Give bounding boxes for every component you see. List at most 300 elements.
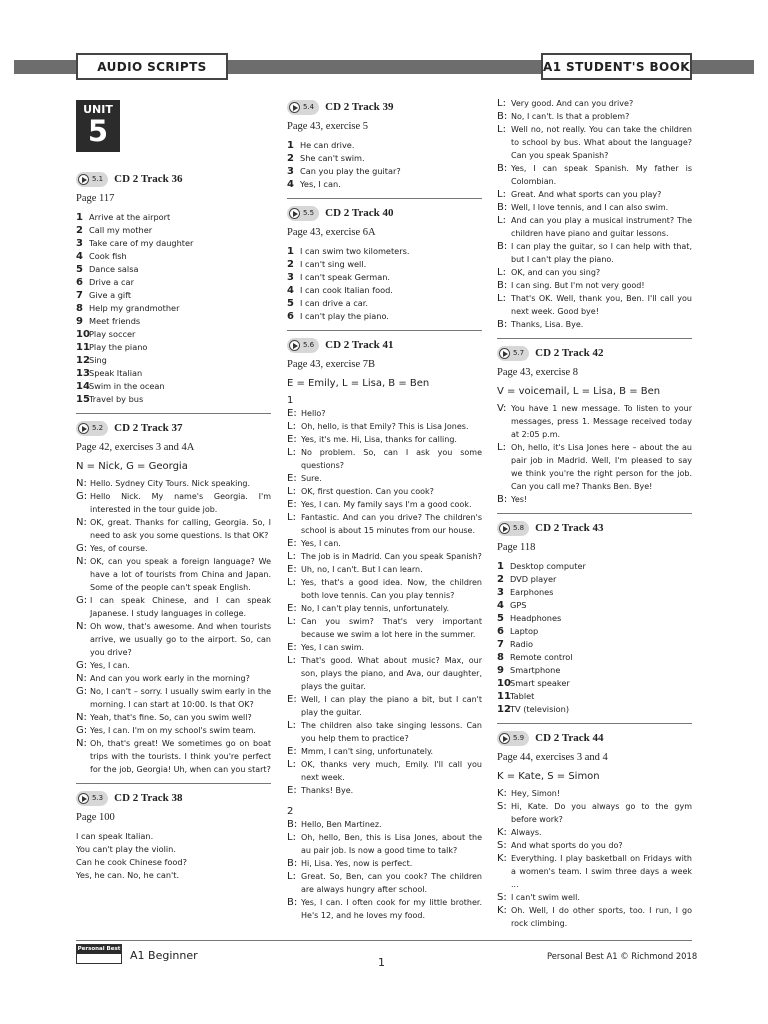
line-text: The job is in Madrid. Can you speak Spanish? <box>301 552 482 561</box>
divider <box>287 198 482 199</box>
item-text: Call my mother <box>89 225 153 235</box>
speaker-label: G: <box>76 491 88 502</box>
page-reference: Page 43, exercise 5 <box>287 121 369 132</box>
item-number: 3 <box>287 272 294 283</box>
item-number: 3 <box>76 238 83 249</box>
dialogue-line <box>287 654 482 693</box>
item-text: Smartphone <box>510 665 561 675</box>
list-item <box>287 245 482 258</box>
speaker-label: B: <box>497 163 508 174</box>
line-text: No, I can't. Is that a problem? <box>511 112 630 121</box>
dialogue-line <box>287 420 482 433</box>
speaker-label: L: <box>287 871 296 882</box>
play-icon <box>499 523 510 534</box>
line-text: OK, can you speak a foreign language? We have a lot of tourists from China and Japan. Some of the people can't speak English. <box>90 557 271 592</box>
play-icon <box>289 208 300 219</box>
item-number: 1 <box>76 212 83 223</box>
line-text: Oh, that's great! We sometimes go on boat trips with the tourists. I think you're perfect for the job, Georgia! Uh, when can you start? <box>90 739 271 774</box>
dialogue-line <box>497 214 692 240</box>
dialogue-line <box>497 318 692 331</box>
list-item <box>287 139 482 152</box>
dialogue-line <box>287 857 482 870</box>
part-number: 1 <box>287 395 294 406</box>
unit-label: UNIT <box>83 103 113 116</box>
item-text: Smart speaker <box>510 678 570 688</box>
item-text: TV (television) <box>510 704 570 714</box>
dialogue-line <box>287 498 482 511</box>
speaker-label: B: <box>287 897 298 908</box>
divider <box>497 513 692 514</box>
speaker-label: G: <box>76 660 88 671</box>
list-item <box>497 612 692 625</box>
track-badge[interactable]: 5.9 <box>497 731 529 746</box>
item-text: Help my grandmother <box>89 303 180 313</box>
track-header <box>287 206 482 221</box>
item-number: 13 <box>76 368 90 379</box>
dialogue-line <box>287 870 482 896</box>
line-text: OK, and can you sing? <box>511 268 601 277</box>
plain-lines <box>76 830 271 882</box>
item-text: Play the piano <box>89 342 148 352</box>
page-reference: Page 100 <box>76 812 115 823</box>
list-item <box>497 651 692 664</box>
track-title: CD 2 Track 42 <box>535 347 604 359</box>
track-badge[interactable]: 5.4 <box>287 100 319 115</box>
line-text: Yes! <box>511 495 528 504</box>
dialogue-line <box>287 407 482 420</box>
header-audio-scripts: AUDIO SCRIPTS <box>76 53 228 80</box>
item-text: I can swim two kilometers. <box>300 246 410 256</box>
track-header <box>76 791 271 806</box>
script-line: Can he cook Chinese food? <box>76 857 187 867</box>
list-item <box>497 638 692 651</box>
dialogue-line <box>76 672 271 685</box>
list-item <box>497 573 692 586</box>
dialogue-line <box>287 615 482 641</box>
speaker-label: N: <box>76 673 87 684</box>
dialogue-line <box>497 266 692 279</box>
list-item <box>76 341 271 354</box>
dialogue-line <box>497 800 692 826</box>
item-text: Cook fish <box>89 251 127 261</box>
item-number: 2 <box>287 259 294 270</box>
speaker-label: L: <box>287 832 296 843</box>
speaker-label: S: <box>497 840 507 851</box>
speaker-key: V = voicemail, L = Lisa, B = Ben <box>497 386 661 397</box>
dialogue-line <box>76 555 271 594</box>
speaker-label: E: <box>287 746 297 757</box>
speaker-key: N = Nick, G = Georgia <box>76 461 188 472</box>
item-number: 14 <box>76 381 90 392</box>
dialogue-line <box>76 737 271 776</box>
list-item <box>76 276 271 289</box>
item-text: Speak Italian <box>89 368 143 378</box>
speaker-label: B: <box>497 202 508 213</box>
list-item <box>76 380 271 393</box>
line-text: Mmm, I can't sing, unfortunately. <box>301 747 434 756</box>
track-title: CD 2 Track 36 <box>114 173 183 185</box>
track-header <box>497 346 692 361</box>
item-number: 4 <box>76 251 83 262</box>
dialogue-line <box>287 745 482 758</box>
dialogue-line <box>497 839 692 852</box>
list-item <box>497 586 692 599</box>
line-text: Hey, Simon! <box>511 789 561 798</box>
speaker-label: B: <box>497 280 508 291</box>
line-text: You have 1 new message. To listen to your messages, press 1. Message received today at 2:05 p.m. <box>511 404 692 439</box>
page-number: 1 <box>378 956 385 969</box>
line-text: No problem. So, can I ask you some questions? <box>301 448 482 470</box>
item-number: 10 <box>497 678 511 689</box>
speaker-label: L: <box>497 124 506 135</box>
item-number: 11 <box>497 691 511 702</box>
item-text: Sing <box>89 355 107 365</box>
list-item <box>76 211 271 224</box>
play-icon <box>78 423 89 434</box>
item-text: DVD player <box>510 574 557 584</box>
item-number: 9 <box>497 665 504 676</box>
track-header <box>287 100 482 115</box>
item-text: He can drive. <box>300 140 355 150</box>
speaker-label: N: <box>76 738 87 749</box>
track-badge[interactable]: 5.6 <box>287 338 319 353</box>
item-text: Remote control <box>510 652 573 662</box>
dialogue-line <box>497 188 692 201</box>
column-3 <box>497 97 692 930</box>
line-text: That's good. What about music? Max, our son, plays the piano, and Ava, our daughter, plays the guitar. <box>301 656 482 691</box>
item-number: 1 <box>287 246 294 257</box>
item-number: 10 <box>76 329 90 340</box>
dialogue-line <box>497 787 692 800</box>
item-number: 6 <box>287 311 294 322</box>
line-text: OK, great. Thanks for calling, Georgia. So, I need to ask you some questions. Is that OK? <box>90 518 271 540</box>
item-number: 5 <box>76 264 83 275</box>
item-number: 1 <box>287 140 294 151</box>
item-text: Radio <box>510 639 534 649</box>
dialogue-line <box>76 542 271 555</box>
dialogue <box>287 407 482 797</box>
dialogue-line <box>287 896 482 922</box>
footer-level: A1 Beginner <box>130 949 198 962</box>
track-badge[interactable]: 5.3 <box>76 791 108 806</box>
column-2 <box>287 100 482 922</box>
item-number: 7 <box>497 639 504 650</box>
line-text: Fantastic. And can you drive? The children's school is about 15 minutes from our house. <box>301 513 482 535</box>
script-line: You can't play the violin. <box>76 844 176 854</box>
dialogue <box>76 477 271 776</box>
speaker-label: G: <box>76 686 88 697</box>
dialogue-line <box>76 620 271 659</box>
item-number: 11 <box>76 342 90 353</box>
dialogue-line <box>497 402 692 441</box>
line-text: OK, first question. Can you cook? <box>301 487 434 496</box>
item-text: Earphones <box>510 587 554 597</box>
line-text: Great. And what sports can you play? <box>511 190 662 199</box>
item-text: Arrive at the airport <box>89 212 171 222</box>
list-item <box>287 297 482 310</box>
item-number: 4 <box>497 600 504 611</box>
track-badge[interactable]: 5.5 <box>287 206 319 221</box>
list-item <box>76 289 271 302</box>
speaker-label: E: <box>287 785 297 796</box>
dialogue-line <box>287 563 482 576</box>
dialogue-line <box>76 685 271 711</box>
line-text: Yes, I can. <box>90 661 130 670</box>
line-text: Can you swim? That's very important because we swim a lot here in the summer. <box>301 617 482 639</box>
speaker-label: L: <box>287 421 296 432</box>
personal-best-logo <box>76 944 122 964</box>
dialogue-line <box>287 537 482 550</box>
speaker-label: G: <box>76 725 88 736</box>
speaker-label: B: <box>497 494 508 505</box>
list-item <box>76 302 271 315</box>
item-number: 5 <box>497 613 504 624</box>
list-item <box>287 271 482 284</box>
track-header <box>76 421 271 436</box>
play-icon <box>78 174 89 185</box>
item-number: 7 <box>76 290 83 301</box>
speaker-label: K: <box>497 788 507 799</box>
speaker-label: N: <box>76 517 87 528</box>
dialogue-line <box>76 711 271 724</box>
line-text: Yes, I can speak Spanish. My father is Colombian. <box>511 164 692 186</box>
line-text: Hello, Ben Martinez. <box>301 820 382 829</box>
line-text: And can you work early in the morning? <box>90 674 250 683</box>
track-badge[interactable]: 5.1 <box>76 172 108 187</box>
dialogue-line <box>287 818 482 831</box>
dialogue-line <box>76 516 271 542</box>
speaker-label: L: <box>497 267 506 278</box>
line-text: I can't swim well. <box>511 893 580 902</box>
line-text: Great. So, Ben, can you cook? The children are always hungry after school. <box>301 872 482 894</box>
dialogue-line <box>497 292 692 318</box>
line-text: And what sports do you do? <box>511 841 623 850</box>
item-text: I can't play the piano. <box>300 311 389 321</box>
speaker-key: E = Emily, L = Lisa, B = Ben <box>287 378 430 389</box>
item-number: 8 <box>497 652 504 663</box>
item-number: 6 <box>497 626 504 637</box>
item-number: 15 <box>76 394 90 405</box>
line-text: Always. <box>511 828 542 837</box>
numbered-list <box>76 211 271 406</box>
item-text: Laptop <box>510 626 539 636</box>
dialogue-line <box>287 693 482 719</box>
footer-divider <box>76 940 692 941</box>
speaker-label: E: <box>287 603 297 614</box>
track-title: CD 2 Track 38 <box>114 792 183 804</box>
dialogue-line <box>287 472 482 485</box>
item-number: 2 <box>287 153 294 164</box>
list-item <box>287 284 482 297</box>
line-text: Yes, I can. I often cook for my little brother. He's 12, and he loves my food. <box>301 898 482 920</box>
dialogue <box>497 787 692 930</box>
page-reference: Page 43, exercise 8 <box>497 367 579 378</box>
item-number: 9 <box>76 316 83 327</box>
list-item <box>287 258 482 271</box>
item-number: 2 <box>497 574 504 585</box>
line-text: Sure. <box>301 474 322 483</box>
column-1 <box>76 100 271 882</box>
item-text: Tablet <box>510 691 535 701</box>
speaker-label: N: <box>76 556 87 567</box>
speaker-label: E: <box>287 642 297 653</box>
line-text: Hello? <box>301 409 326 418</box>
speaker-label: N: <box>76 478 87 489</box>
line-text: No, I can't play tennis, unfortunately. <box>301 604 450 613</box>
dialogue-line <box>287 576 482 602</box>
list-item <box>76 354 271 367</box>
speaker-label: L: <box>497 215 506 226</box>
track-badge[interactable]: 5.7 <box>497 346 529 361</box>
item-text: Give a gift <box>89 290 132 300</box>
track-title: CD 2 Track 37 <box>114 422 183 434</box>
track-title: CD 2 Track 43 <box>535 522 604 534</box>
speaker-label: E: <box>287 694 297 705</box>
line-text: No, I can't – sorry. I usually swim early in the morning. I can start at 10:00. Is that OK? <box>90 687 271 709</box>
speaker-label: E: <box>287 564 297 575</box>
item-number: 4 <box>287 179 294 190</box>
line-text: The children also take singing lessons. Can you help them to practice? <box>301 721 482 743</box>
line-text: Hi, Lisa. Yes, now is perfect. <box>301 859 413 868</box>
item-number: 8 <box>76 303 83 314</box>
dialogue-line <box>76 594 271 620</box>
speaker-label: L: <box>287 447 296 458</box>
unit-badge <box>76 100 120 152</box>
speaker-label: L: <box>497 442 506 453</box>
dialogue-line <box>287 641 482 654</box>
play-icon <box>499 348 510 359</box>
dialogue-line <box>287 602 482 615</box>
speaker-label: E: <box>287 408 297 419</box>
item-text: Can you play the guitar? <box>300 166 401 176</box>
dialogue-line <box>287 511 482 537</box>
dialogue-line <box>497 201 692 214</box>
page-reference: Page 118 <box>497 542 536 553</box>
dialogue-line <box>287 433 482 446</box>
dialogue-continued <box>497 97 692 331</box>
dialogue-line <box>497 110 692 123</box>
line-text: Thanks, Lisa. Bye. <box>511 320 584 329</box>
speaker-label: L: <box>497 98 506 109</box>
dialogue-line <box>287 550 482 563</box>
numbered-list <box>497 560 692 716</box>
line-text: I can play the guitar, so I can help with that, but I can't play the piano. <box>511 242 692 264</box>
line-text: Oh. Well, I do other sports, too. I run, I go rock climbing. <box>511 906 692 928</box>
list-item <box>287 152 482 165</box>
speaker-label: L: <box>287 512 296 523</box>
line-text: Yes, I can. <box>301 539 341 548</box>
speaker-label: G: <box>76 543 88 554</box>
list-item <box>287 165 482 178</box>
item-text: Drive a car <box>89 277 134 287</box>
script-line: I can speak Italian. <box>76 831 154 841</box>
speaker-label: K: <box>497 827 507 838</box>
item-text: Yes, I can. <box>300 179 341 189</box>
dialogue-line <box>497 162 692 188</box>
speaker-key: K = Kate, S = Simon <box>497 771 600 782</box>
divider <box>497 338 692 339</box>
item-number: 12 <box>76 355 90 366</box>
speaker-label: L: <box>287 486 296 497</box>
header-band-right <box>689 60 754 74</box>
line-text: Oh, hello, Ben, this is Lisa Jones, about the au pair job. Is now a good time to talk? <box>301 833 482 855</box>
item-number: 12 <box>497 704 511 715</box>
divider <box>76 783 271 784</box>
speaker-label: B: <box>497 319 508 330</box>
line-text: I can speak Chinese, and I can speak Japanese. I study languages in college. <box>90 596 271 618</box>
item-number: 2 <box>76 225 83 236</box>
line-text: Yes, it's me. Hi, Lisa, thanks for calling. <box>301 435 457 444</box>
dialogue-line <box>76 477 271 490</box>
header-students-book: A1 STUDENT'S BOOK <box>541 53 692 80</box>
speaker-label: L: <box>497 189 506 200</box>
line-text: Hello. Sydney City Tours. Nick speaking. <box>90 479 251 488</box>
line-text: Oh, hello, is that Emily? This is Lisa Jones. <box>301 422 469 431</box>
list-item <box>497 677 692 690</box>
dialogue-line <box>287 446 482 472</box>
track-badge[interactable]: 5.2 <box>76 421 108 436</box>
speaker-label: L: <box>287 720 296 731</box>
speaker-label: L: <box>287 551 296 562</box>
numbered-list <box>287 245 482 323</box>
page-reference: Page 43, exercise 7B <box>287 359 376 370</box>
list-item <box>287 178 482 191</box>
speaker-label: B: <box>287 858 298 869</box>
speaker-label: N: <box>76 621 87 632</box>
line-text: Yeah, that's fine. So, can you swim well? <box>90 713 252 722</box>
item-number: 3 <box>287 166 294 177</box>
dialogue-line <box>287 485 482 498</box>
list-item <box>76 315 271 328</box>
track-header <box>497 521 692 536</box>
dialogue-line <box>287 719 482 745</box>
line-text: Yes, that's a good idea. Now, the children both love tennis. Can you play tennis? <box>301 578 482 600</box>
play-icon <box>289 340 300 351</box>
list-item <box>76 367 271 380</box>
line-text: Everything. I play basketball on Fridays with a women's team. I swim three days a week ... <box>511 854 692 889</box>
track-badge[interactable]: 5.8 <box>497 521 529 536</box>
line-text: Oh wow, that's awesome. And when tourists arrive, we usually go to the airport. So, can you drive? <box>90 622 271 657</box>
item-text: I can drive a car. <box>300 298 369 308</box>
track-title: CD 2 Track 39 <box>325 101 394 113</box>
script-line: Yes, he can. No, he can't. <box>76 870 180 880</box>
speaker-label: L: <box>287 616 296 627</box>
item-text: I can't speak German. <box>300 272 391 282</box>
item-text: I can cook Italian food. <box>300 285 393 295</box>
line-text: Thanks! Bye. <box>301 786 354 795</box>
item-text: Travel by bus <box>89 394 144 404</box>
speaker-label: L: <box>287 759 296 770</box>
line-text: That's OK. Well, thank you, Ben. I'll call you next week. Good bye! <box>511 294 692 316</box>
unit-number: 5 <box>87 114 109 148</box>
line-text: Well no, not really. You can take the children to school by bus. What about the language? Can you speak Spanish? <box>511 125 692 160</box>
line-text: Yes, I can. My family says I'm a good cook. <box>301 500 472 509</box>
item-text: Meet friends <box>89 316 141 326</box>
divider <box>497 723 692 724</box>
list-item <box>497 703 692 716</box>
line-text: Well, I can play the piano a bit, but I can't play the guitar. <box>301 695 482 717</box>
page-reference: Page 42, exercises 3 and 4A <box>76 442 195 453</box>
line-text: I can sing. But I'm not very good! <box>511 281 645 290</box>
list-item <box>497 625 692 638</box>
track-header <box>287 338 482 353</box>
speaker-label: S: <box>497 892 507 903</box>
speaker-label: L: <box>497 293 506 304</box>
dialogue <box>287 818 482 922</box>
line-text: Hi, Kate. Do you always go to the gym before work? <box>511 802 692 824</box>
dialogue-line <box>287 784 482 797</box>
list-item <box>76 328 271 341</box>
